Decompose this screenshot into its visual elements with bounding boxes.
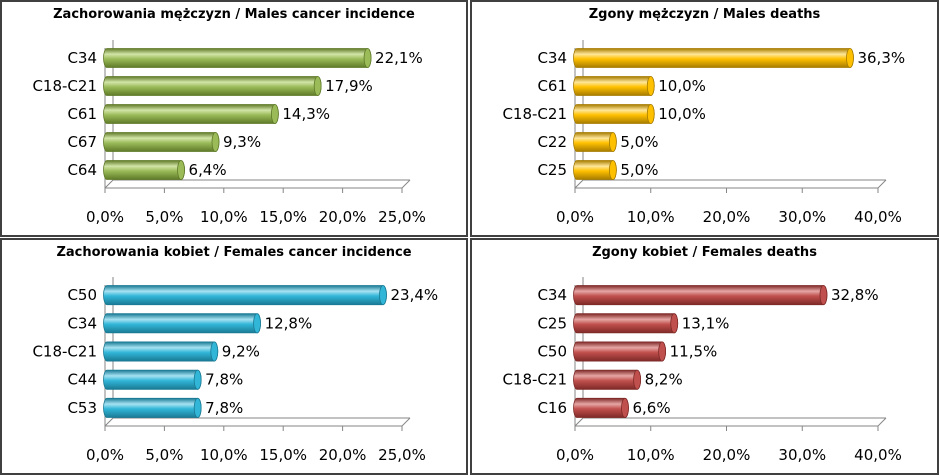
x-tick-label: 40,0% <box>854 208 902 226</box>
x-tick-label: 0,0% <box>555 446 595 464</box>
plot-area <box>502 40 905 226</box>
data-label: 7,8% <box>205 398 244 417</box>
bar <box>104 76 322 95</box>
chart-title: Zgony kobiet / Females deaths <box>592 245 817 260</box>
category-label: C18-C21 <box>502 105 567 123</box>
bar-end-cap <box>659 342 666 361</box>
x-tick-label: 20,0% <box>702 208 751 226</box>
bar-end-cap <box>194 370 201 389</box>
chart-svg <box>472 2 937 235</box>
bar <box>104 314 261 333</box>
bar-end-cap <box>271 104 278 123</box>
data-label: 5,0% <box>620 133 659 151</box>
bar-end-cap <box>671 314 678 333</box>
category-label: C34 <box>67 49 97 67</box>
bar <box>574 48 854 67</box>
category-label: C34 <box>67 314 97 333</box>
bar <box>574 342 666 361</box>
x-tick-label: 20,0% <box>318 208 367 226</box>
bar <box>104 286 387 305</box>
bar <box>104 398 202 417</box>
data-label: 11,5% <box>669 342 718 361</box>
category-label: C61 <box>67 105 97 123</box>
category-label: C18-C21 <box>32 77 97 95</box>
bar <box>574 286 827 305</box>
bar-end-cap <box>634 370 641 389</box>
bar-end-cap <box>212 132 219 151</box>
bar-end-cap <box>379 286 386 305</box>
category-label: C18-C21 <box>32 342 97 361</box>
bar-end-cap <box>647 76 654 95</box>
bar-end-cap <box>211 342 218 361</box>
floor-right-edge <box>402 180 410 188</box>
plot-area <box>32 277 438 464</box>
bar-end-cap <box>609 132 616 151</box>
bar <box>104 370 202 389</box>
bar <box>103 132 218 151</box>
x-tick-label: 10,0% <box>199 446 248 464</box>
category-label: C18-C21 <box>502 370 567 389</box>
category-label: C64 <box>67 161 97 179</box>
chart-panel-females-incidence <box>0 238 468 475</box>
bar <box>103 160 184 179</box>
bar <box>104 104 279 123</box>
chart-title: Zgony mężczyzn / Males deaths <box>588 7 821 22</box>
plot-area <box>502 277 901 464</box>
x-tick-label: 20,0% <box>318 446 367 464</box>
bar-end-cap <box>820 286 827 305</box>
data-label: 32,8% <box>830 286 879 305</box>
chart-panel-males-incidence <box>0 0 468 237</box>
bar-end-cap <box>647 104 654 123</box>
bar <box>574 370 641 389</box>
category-label: C53 <box>67 398 97 417</box>
data-label: 17,9% <box>325 77 373 95</box>
bar-end-cap <box>621 398 628 417</box>
floor-right-edge <box>878 418 886 426</box>
x-tick-label: 10,0% <box>199 208 248 226</box>
data-label: 13,1% <box>681 314 730 333</box>
category-label: C16 <box>537 398 567 417</box>
x-tick-label: 5,0% <box>145 208 184 226</box>
x-tick-label: 0,0% <box>555 208 595 226</box>
x-tick-label: 20,0% <box>702 446 751 464</box>
data-label: 7,8% <box>205 370 244 389</box>
chart-svg <box>472 240 937 473</box>
bar <box>574 104 655 123</box>
data-label: 10,0% <box>658 77 706 95</box>
bar-end-cap <box>314 76 321 95</box>
category-label: C25 <box>537 161 567 179</box>
chart-title: Zachorowania mężczyzn / Males cancer incidence <box>53 7 415 22</box>
data-label: 9,2% <box>221 342 260 361</box>
chart-title: Zachorowania kobiet / Females cancer incidence <box>56 245 412 260</box>
category-label: C44 <box>67 370 97 389</box>
data-label: 12,8% <box>264 314 313 333</box>
bar <box>103 342 217 361</box>
x-tick-label: 15,0% <box>259 446 308 464</box>
category-label: C34 <box>537 49 567 67</box>
bar-end-cap <box>254 314 261 333</box>
chart-panel-males-deaths <box>470 0 939 237</box>
data-label: 5,0% <box>620 161 659 179</box>
data-label: 9,3% <box>222 133 262 151</box>
floor-right-edge <box>402 418 410 426</box>
bar-end-cap <box>846 48 853 67</box>
bar-end-cap <box>364 48 371 67</box>
data-label: 6,6% <box>632 398 671 417</box>
category-label: C61 <box>537 77 567 95</box>
category-label: C25 <box>537 314 567 333</box>
x-tick-label: 30,0% <box>778 446 827 464</box>
bar <box>574 398 629 417</box>
category-label: C50 <box>537 342 567 361</box>
x-tick-label: 0,0% <box>85 446 125 464</box>
chart-panel-females-deaths <box>470 238 939 475</box>
category-label: C50 <box>67 286 97 305</box>
data-label: 36,3% <box>857 49 906 67</box>
bar <box>574 76 655 95</box>
category-label: C67 <box>67 133 97 151</box>
x-tick-label: 15,0% <box>259 208 308 226</box>
category-label: C34 <box>537 286 567 305</box>
data-label: 10,0% <box>658 105 706 123</box>
x-tick-label: 10,0% <box>626 208 675 226</box>
x-tick-label: 0,0% <box>85 208 125 226</box>
x-tick-label: 5,0% <box>145 446 184 464</box>
floor-right-edge <box>878 180 886 188</box>
plot-area <box>32 40 425 226</box>
data-label: 6,4% <box>188 161 227 179</box>
x-tick-label: 10,0% <box>626 446 675 464</box>
data-label: 23,4% <box>390 286 439 305</box>
bar-end-cap <box>609 160 616 179</box>
x-tick-label: 25,0% <box>378 446 426 464</box>
bar <box>574 314 678 333</box>
bar-end-cap <box>178 160 185 179</box>
data-label: 22,1% <box>375 49 423 67</box>
x-tick-label: 40,0% <box>854 446 902 464</box>
chart-svg <box>2 240 466 473</box>
bar-end-cap <box>194 398 201 417</box>
data-label: 14,3% <box>282 105 331 123</box>
bar <box>104 48 372 67</box>
x-tick-label: 25,0% <box>378 208 426 226</box>
chart-svg <box>2 2 466 235</box>
category-label: C22 <box>537 133 567 151</box>
data-label: 8,2% <box>644 370 683 389</box>
x-tick-label: 30,0% <box>778 208 827 226</box>
